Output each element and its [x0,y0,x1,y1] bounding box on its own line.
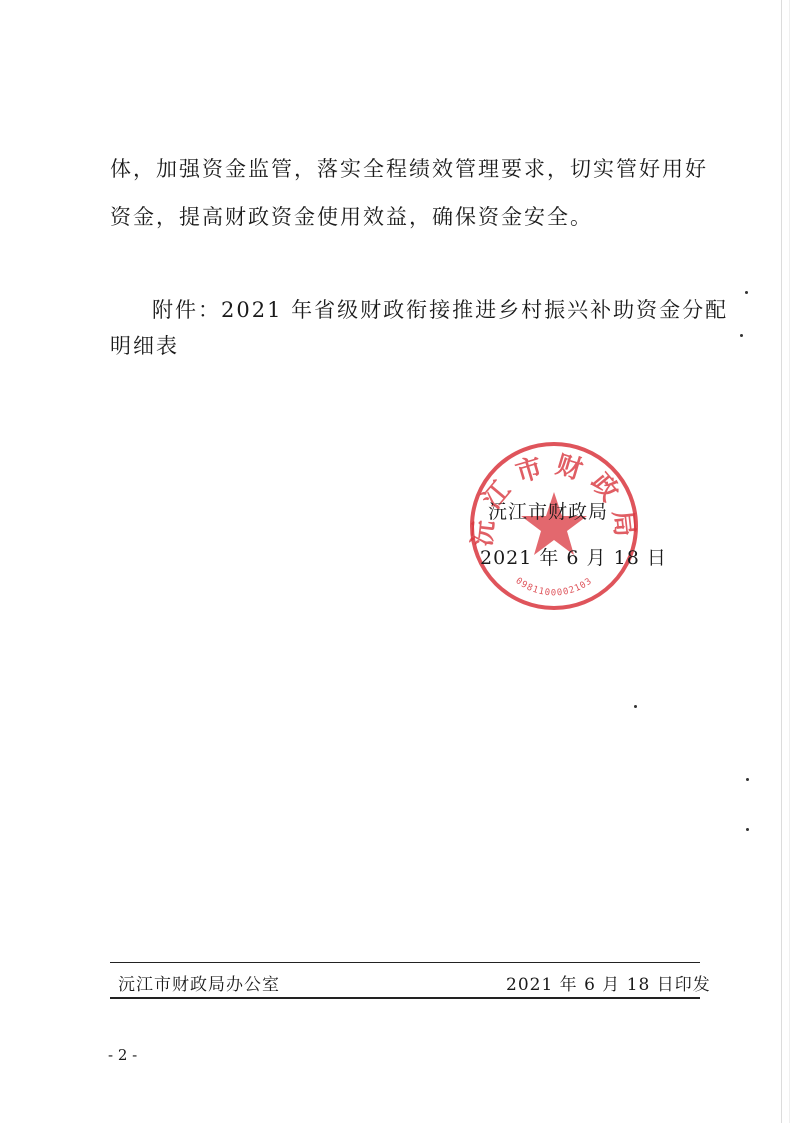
seal-arc-text: 沅江市财政局 [468,449,640,549]
bleed-through-text [110,228,710,288]
scan-speck [745,291,748,294]
page-edge-line [781,0,782,1123]
official-seal [468,440,640,612]
scan-speck [746,828,749,831]
footer-top-rule [110,962,700,963]
signature-date: 2021 年 6 月 18 日 [480,547,667,569]
svg-text:0981100002103 [513,576,594,598]
body-line-1: 体，加强资金监管，落实全程绩效管理要求，切实管好用好 [110,157,708,181]
signature-organization: 沅江市财政局 [488,501,609,523]
footer-issuer: 沅江市财政局办公室 [118,975,280,995]
footer-bottom-rule [110,997,700,999]
seal-serial: 0981100002103 [513,576,595,599]
scan-speck [740,334,743,337]
scan-speck [634,705,637,708]
attachment-line-2: 明细表 [110,334,179,358]
attachment-line-1: 附件：2021 年省级财政衔接推进乡村振兴补助资金分配 [152,298,729,322]
body-line-2: 资金，提高财政资金使用效益，确保资金安全。 [110,205,593,229]
footer-issue-date: 2021 年 6 月 18 日印发 [506,975,711,995]
page-number: - 2 - [108,1046,138,1064]
page-edge-line [789,0,790,1123]
scan-speck [746,778,749,781]
